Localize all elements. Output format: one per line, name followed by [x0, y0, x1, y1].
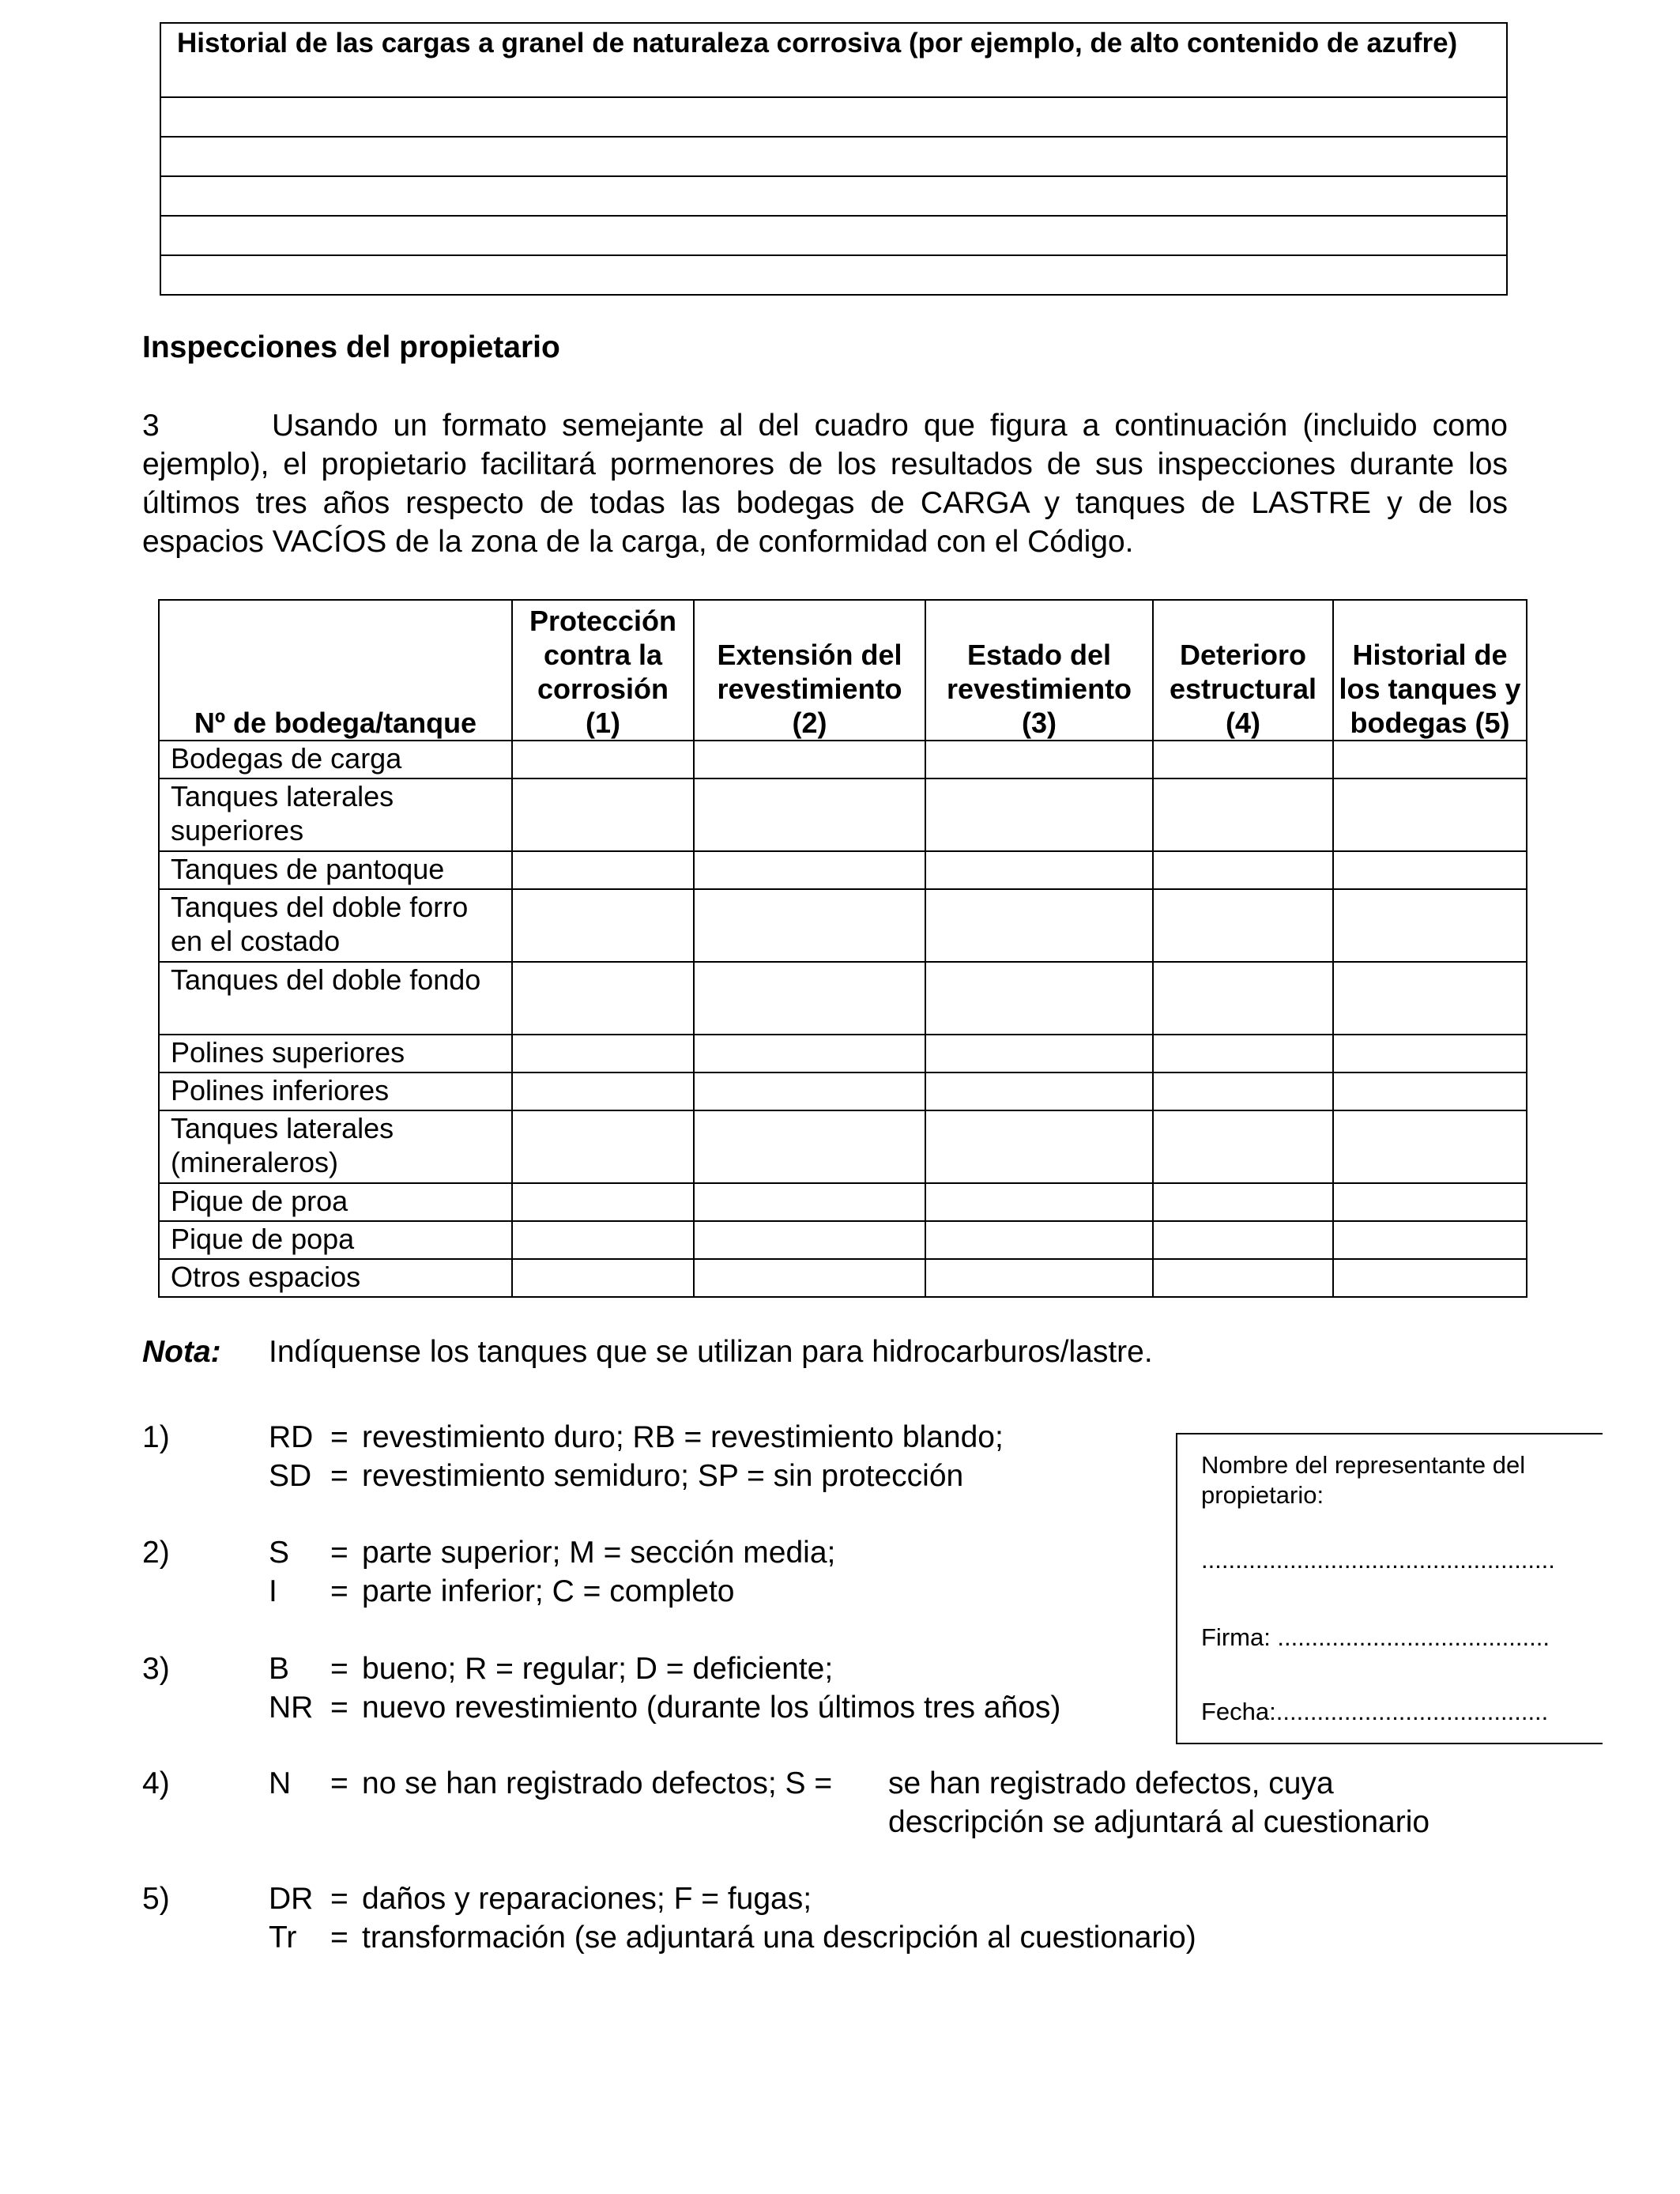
inspection-row-label: Pique de popa: [159, 1221, 512, 1259]
note-symbol: DR: [269, 1882, 314, 1916]
inspection-cell[interactable]: [925, 1221, 1153, 1259]
inspection-cell[interactable]: [1333, 962, 1527, 1035]
inspection-cell[interactable]: [694, 1221, 925, 1259]
note-equals: =: [330, 1766, 348, 1800]
inspection-cell[interactable]: [1333, 741, 1527, 778]
note-equals: =: [330, 1882, 348, 1916]
history-empty-cell[interactable]: [160, 176, 1507, 216]
note-definition: parte superior; M = sección media;: [362, 1536, 836, 1570]
inspection-body: [159, 741, 1527, 1297]
paragraph-text: Usando un formato semejante al del cuadro que figura a continuación (incluido como ejemplo), el propietario facilitará pormenores de los resultados de sus inspecciones durante los últimos tres años respecto de todas las bodegas de CARGA y tanques de LASTRE y de los espacios VACÍOS de la zona de la carga, de conformidad con el Código.: [142, 409, 1508, 559]
inspection-row-label: Tanques del doble fondo: [159, 962, 512, 1035]
inspection-cell[interactable]: [1333, 1110, 1527, 1183]
inspection-column-header: Nº de bodega/tanque: [159, 600, 512, 741]
inspection-row-label: Pique de proa: [159, 1183, 512, 1221]
inspection-cell[interactable]: [512, 1259, 694, 1297]
note-number: 4): [142, 1766, 170, 1800]
nota-text: Indíquense los tanques que se utilizan para hidrocarburos/lastre.: [269, 1335, 1153, 1369]
inspection-row-label: Tanques de pantoque: [159, 851, 512, 889]
note-definition: daños y reparaciones; F = fugas;: [362, 1882, 812, 1916]
representative-field[interactable]: ....................................................: [1201, 1546, 1555, 1574]
note-equals: =: [330, 1459, 348, 1493]
inspection-row-label: Polines inferiores: [159, 1072, 512, 1110]
note-definition: parte inferior; C = completo: [362, 1574, 735, 1608]
note-symbol: N: [269, 1766, 292, 1800]
inspection-row-label: Otros espacios: [159, 1259, 512, 1297]
representative-label: Nombre del representante del propietario:: [1201, 1451, 1526, 1509]
note-symbol: RD: [269, 1420, 314, 1454]
history-empty-row: [160, 255, 1507, 295]
inspection-cell[interactable]: [925, 741, 1153, 778]
inspection-cell[interactable]: [1153, 962, 1333, 1035]
inspection-cell[interactable]: [1333, 1072, 1527, 1110]
history-header-row: [160, 23, 1507, 97]
inspection-cell[interactable]: [512, 889, 694, 962]
note-symbol: NR: [269, 1691, 314, 1725]
inspection-cell[interactable]: [925, 1259, 1153, 1297]
inspection-cell[interactable]: [694, 1035, 925, 1072]
note-definition: revestimiento semiduro; SP = sin protección: [362, 1459, 964, 1493]
inspection-cell[interactable]: [925, 851, 1153, 889]
inspection-row: [159, 1035, 1527, 1072]
inspection-cell[interactable]: [1333, 1221, 1527, 1259]
note-number: 2): [142, 1536, 170, 1570]
inspection-row: [159, 1110, 1527, 1183]
inspection-cell[interactable]: [925, 1072, 1153, 1110]
note-symbol: I: [269, 1574, 277, 1608]
inspection-row-label: Tanques del doble forro en el costado: [159, 889, 512, 962]
history-empty-row: [160, 176, 1507, 216]
inspection-row-label: Polines superiores: [159, 1035, 512, 1072]
inspection-row: [159, 851, 1527, 889]
inspection-cell[interactable]: [694, 889, 925, 962]
note-definition: transformación (se adjuntará una descripción al cuestionario): [362, 1921, 1196, 1955]
inspection-cell[interactable]: [512, 962, 694, 1035]
note-definition: nuevo revestimiento (durante los últimos tres años): [362, 1691, 1061, 1725]
inspection-row: [159, 962, 1527, 1035]
inspection-column-header: Protección contra la corrosión (1): [512, 600, 694, 741]
note-number: 1): [142, 1420, 170, 1454]
inspection-cell[interactable]: [1153, 741, 1333, 778]
signature-box: [1176, 1433, 1603, 1744]
note-definition: revestimiento duro; RB = revestimiento blando;: [362, 1420, 1004, 1454]
history-empty-cell[interactable]: [160, 216, 1507, 255]
note-definition: no se han registrado defectos; S =: [362, 1766, 833, 1800]
inspection-cell[interactable]: [694, 1183, 925, 1221]
signature-field[interactable]: Firma: ........................................: [1201, 1623, 1550, 1651]
inspection-column-header: Historial de los tanques y bodegas (5): [1333, 600, 1527, 741]
note-equals: =: [330, 1574, 348, 1608]
inspection-cell[interactable]: [512, 1072, 694, 1110]
inspection-row: [159, 889, 1527, 962]
note-symbol: Tr: [269, 1921, 297, 1955]
note-symbol: S: [269, 1536, 290, 1570]
inspection-cell[interactable]: [1333, 851, 1527, 889]
history-empty-cell[interactable]: [160, 137, 1507, 176]
inspection-column-header: Deterioro estructural (4): [1153, 600, 1333, 741]
date-field[interactable]: Fecha:........................................: [1201, 1698, 1549, 1725]
inspection-cell[interactable]: [694, 1259, 925, 1297]
inspection-row: [159, 1183, 1527, 1221]
inspection-cell[interactable]: [1333, 889, 1527, 962]
history-empty-row: [160, 97, 1507, 137]
inspection-cell[interactable]: [925, 889, 1153, 962]
history-empty-row: [160, 216, 1507, 255]
inspection-cell[interactable]: [925, 778, 1153, 851]
nota-label: Nota:: [142, 1335, 221, 1369]
inspection-cell[interactable]: [694, 1072, 925, 1110]
inspection-row-label: Bodegas de carga: [159, 741, 512, 778]
inspection-cell[interactable]: [925, 1035, 1153, 1072]
note-equals: =: [330, 1420, 348, 1454]
inspection-cell[interactable]: [1153, 851, 1333, 889]
note-equals: =: [330, 1536, 348, 1570]
inspection-cell[interactable]: [512, 1183, 694, 1221]
inspection-cell[interactable]: [512, 1035, 694, 1072]
history-empty-cell[interactable]: [160, 97, 1507, 137]
note-number: 5): [142, 1882, 170, 1916]
inspection-cell[interactable]: [925, 1183, 1153, 1221]
inspection-cell[interactable]: [512, 1110, 694, 1183]
inspection-cell[interactable]: [1153, 1183, 1333, 1221]
inspection-cell[interactable]: [512, 851, 694, 889]
note-definition: bueno; R = regular; D = deficiente;: [362, 1652, 834, 1686]
inspection-row: [159, 1259, 1527, 1297]
inspection-cell[interactable]: [1153, 1035, 1333, 1072]
inspection-cell[interactable]: [694, 962, 925, 1035]
inspection-cell[interactable]: [694, 1110, 925, 1183]
section-heading: Inspecciones del propietario: [142, 330, 560, 364]
inspection-cell[interactable]: [694, 778, 925, 851]
inspection-column-header: Extensión del revestimiento (2): [694, 600, 925, 741]
inspection-cell[interactable]: [925, 1110, 1153, 1183]
note-definition-continued: descripción se adjuntará al cuestionario: [888, 1805, 1430, 1839]
inspection-column-header: Estado del revestimiento (3): [925, 600, 1153, 741]
inspection-cell[interactable]: [512, 741, 694, 778]
history-empty-cell[interactable]: [160, 255, 1507, 295]
inspection-cell[interactable]: [1333, 778, 1527, 851]
inspection-cell[interactable]: [694, 851, 925, 889]
paragraph-number: 3: [142, 409, 160, 443]
inspection-row: [159, 1221, 1527, 1259]
history-header: Historial de las cargas a granel de naturaleza corrosiva (por ejemplo, de alto contenido de azufre): [160, 23, 1507, 97]
note-equals: =: [330, 1652, 348, 1686]
inspection-cell[interactable]: [1333, 1035, 1527, 1072]
history-empty-row: [160, 137, 1507, 176]
inspection-cell[interactable]: [512, 778, 694, 851]
note-equals: =: [330, 1921, 348, 1955]
inspection-cell[interactable]: [925, 962, 1153, 1035]
inspection-cell[interactable]: [1333, 1259, 1527, 1297]
inspection-row: [159, 741, 1527, 778]
inspection-table: [158, 599, 1527, 1298]
inspection-row-label: Tanques laterales (mineraleros): [159, 1110, 512, 1183]
inspection-cell[interactable]: [1153, 1110, 1333, 1183]
inspection-cell[interactable]: [694, 741, 925, 778]
inspection-row: [159, 1072, 1527, 1110]
inspection-row-label: Tanques laterales superiores: [159, 778, 512, 851]
note-symbol: B: [269, 1652, 290, 1686]
inspection-cell[interactable]: [1153, 1072, 1333, 1110]
inspection-cell[interactable]: [1153, 778, 1333, 851]
intro-paragraph: [142, 406, 1508, 561]
inspection-row: [159, 778, 1527, 851]
note-number: 3): [142, 1652, 170, 1686]
note-symbol: SD: [269, 1459, 312, 1493]
inspection-cell[interactable]: [1333, 1183, 1527, 1221]
inspection-cell[interactable]: [512, 1221, 694, 1259]
inspection-cell[interactable]: [1153, 889, 1333, 962]
inspection-cell[interactable]: [1153, 1221, 1333, 1259]
note-definition-continued: se han registrado defectos, cuya: [888, 1766, 1334, 1800]
inspection-header-row: [159, 600, 1527, 741]
history-table: [160, 22, 1508, 296]
note-equals: =: [330, 1691, 348, 1725]
inspection-cell[interactable]: [1153, 1259, 1333, 1297]
